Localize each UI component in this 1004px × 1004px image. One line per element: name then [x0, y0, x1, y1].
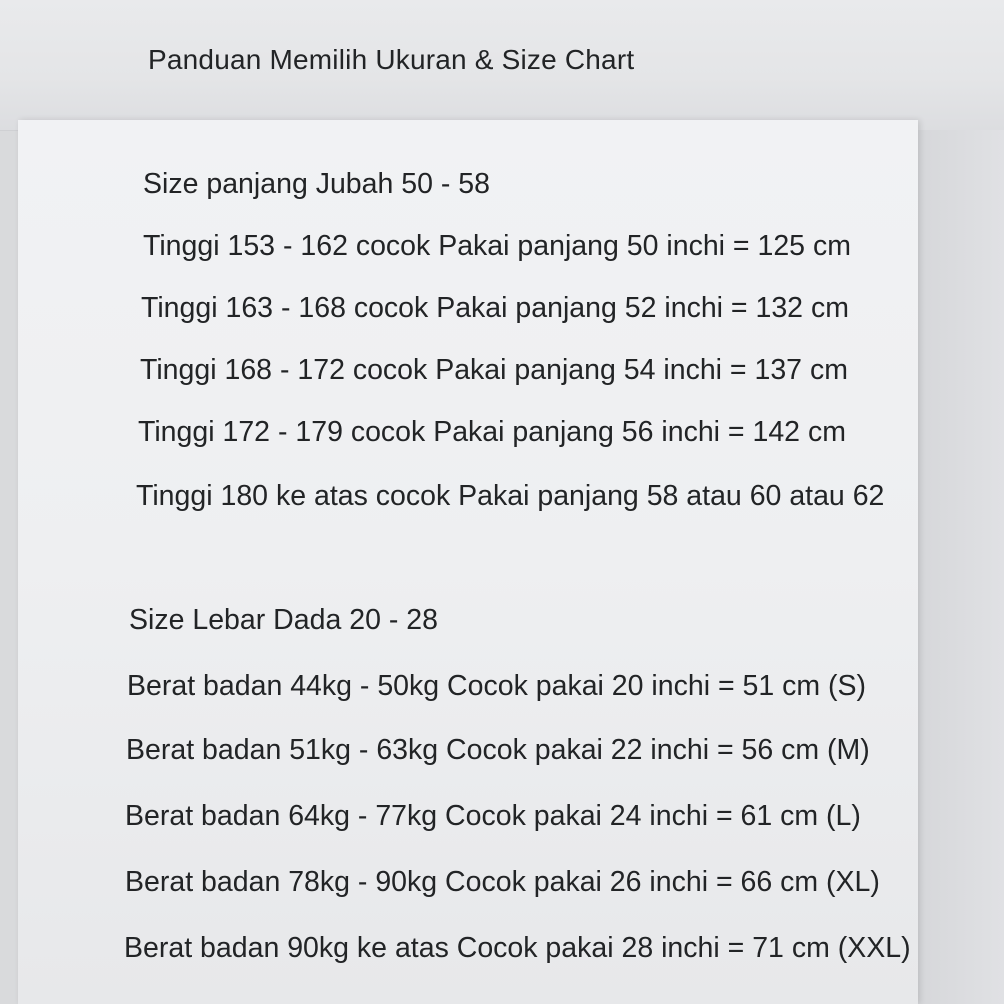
chest-row: Berat badan 64kg - 77kg Cocok pakai 24 inchi = 61 cm (L): [125, 800, 861, 832]
chest-row: Berat badan 78kg - 90kg Cocok pakai 26 inchi = 66 cm (XL): [125, 866, 880, 898]
chest-row: Berat badan 44kg - 50kg Cocok pakai 20 inchi = 51 cm (S): [127, 670, 867, 702]
chest-row: Berat badan 90kg ke atas Cocok pakai 28 inchi = 71 cm (XXL): [124, 932, 911, 964]
length-row: Tinggi 168 - 172 cocok Pakai panjang 54 inchi = 137 cm: [140, 354, 848, 386]
length-section-heading: Size panjang Jubah 50 - 58: [143, 168, 491, 200]
background-surface: [918, 130, 1004, 1004]
document-title: Panduan Memilih Ukuran & Size Chart: [148, 44, 635, 75]
length-row: Tinggi 163 - 168 cocok Pakai panjang 52 inchi = 132 cm: [141, 292, 849, 324]
length-row: Tinggi 180 ke atas cocok Pakai panjang 58 atau 60 atau 62: [136, 480, 885, 512]
chest-section-heading: Size Lebar Dada 20 - 28: [129, 604, 438, 636]
length-row: Tinggi 153 - 162 cocok Pakai panjang 50 inchi = 125 cm: [143, 230, 851, 262]
length-row: Tinggi 172 - 179 cocok Pakai panjang 56 inchi = 142 cm: [138, 416, 846, 448]
chest-row: Berat badan 51kg - 63kg Cocok pakai 22 inchi = 56 cm (M): [126, 734, 870, 766]
